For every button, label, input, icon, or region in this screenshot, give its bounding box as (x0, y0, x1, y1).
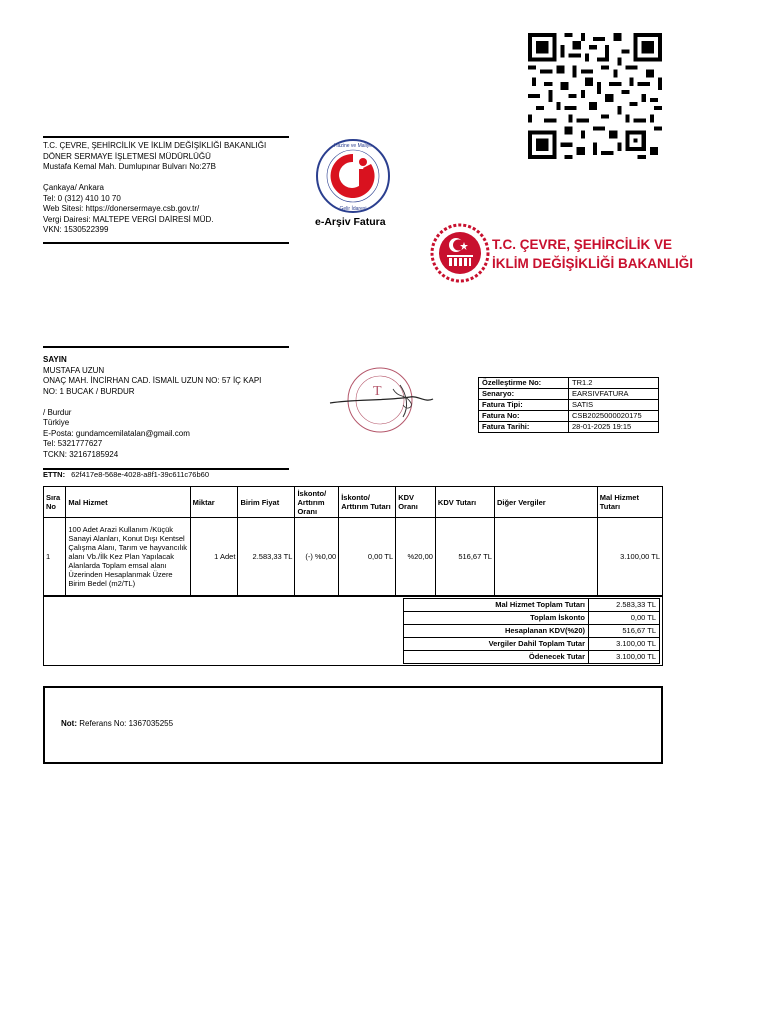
issuer-line: Web Sitesi: https://donersermaye.csb.gov.tr/ (43, 204, 200, 213)
item-diger-vergiler (494, 518, 597, 596)
meta-key: Fatura No: (479, 411, 569, 422)
ministry-logo (430, 213, 693, 293)
official-stamp (325, 355, 435, 445)
totals-key: Ödenecek Tutar (404, 651, 589, 664)
buyer-line: ONAÇ MAH. İNCİRHAN CAD. İSMAİL UZUN NO: 57 İÇ KAPI (43, 376, 262, 385)
item-sira: 1 (44, 518, 66, 596)
meta-row (479, 422, 659, 433)
issuer-line: Tel: 0 (312) 410 10 70 (43, 193, 121, 203)
meta-value: 28-01-2025 19:15 (569, 422, 659, 433)
totals-row (404, 638, 660, 651)
buyer-line: TCKN: 32167185924 (43, 449, 119, 459)
totals-key: Mal Hizmet Toplam Tutarı (404, 599, 589, 612)
ettn-label: ETTN: (43, 470, 66, 479)
meta-row (479, 389, 659, 400)
meta-value: TR1.2 (569, 378, 659, 389)
qr-code (528, 33, 662, 159)
ettn-row (43, 470, 209, 479)
col-birim-fiyat: Birim Fiyat (238, 487, 295, 518)
issuer-line: VKN: 1530522399 (43, 225, 109, 234)
totals-key: Toplam İskonto (404, 612, 589, 625)
invoice-meta-table (478, 377, 659, 433)
issuer-block (43, 136, 289, 244)
ministry-name-line: T.C. ÇEVRE, ŞEHİRCİLİK VE (492, 237, 673, 252)
buyer-title: SAYIN (43, 355, 67, 364)
totals-value: 2.583,33 TL (589, 599, 660, 612)
meta-row (479, 411, 659, 422)
item-description: 100 Adet Arazi Kullanım /Küçük Sanayi Alanları, Konut Dışı Kentsel Çalışma Alanı, Tarım ve hayvancılık alanı Vb./İlk Kez Plan Yapılacak Alanlarda Toplam emsal alanı Üzerinden Hesaplanmak Üzere Birim Bedel (m2/TL) (66, 518, 190, 596)
note-text (61, 719, 173, 728)
col-mal-hizmet-tutari: Mal Hizmet Tutarı (597, 487, 662, 518)
note-label: Not: (61, 719, 77, 728)
note-value: Referans No: 1367035255 (79, 719, 174, 728)
issuer-line: Çankaya/ Ankara (43, 183, 104, 192)
svg-text:Gelir İdaresi: Gelir İdaresi (339, 206, 367, 212)
totals-key: Hesaplanan KDV(%20) (404, 625, 589, 638)
item-kdv-tutari: 516,67 TL (435, 518, 494, 596)
items-header-row (44, 487, 663, 518)
meta-key: Fatura Tarihi: (479, 422, 569, 433)
issuer-line: Mustafa Kemal Mah. Dumlupınar Bulvarı No:27B (43, 162, 216, 171)
totals-row (404, 651, 660, 664)
ettn-value: 62f417e8-568e-4028-a8f1-39c611c76b60 (71, 470, 209, 479)
totals-value: 516,67 TL (589, 625, 660, 638)
totals-row (404, 599, 660, 612)
col-kdv-tutari: KDV Tutarı (435, 487, 494, 518)
items-table (43, 486, 663, 596)
item-row (44, 518, 663, 596)
meta-key: Senaryo: (479, 389, 569, 400)
totals-row (404, 625, 660, 638)
ministry-name (492, 235, 693, 273)
col-mal-hizmet: Mal Hizmet (66, 487, 190, 518)
col-miktar: Miktar (190, 487, 238, 518)
gib-logo (315, 138, 391, 214)
totals-value: 0,00 TL (589, 612, 660, 625)
buyer-line: Tel: 5321777627 (43, 439, 103, 448)
ministry-emblem-icon (430, 213, 492, 293)
buyer-line: NO: 1 BUCAK / BURDUR (43, 386, 135, 396)
totals-value: 3.100,00 TL (589, 638, 660, 651)
svg-text:T: T (373, 384, 382, 399)
meta-key: Fatura Tipi: (479, 400, 569, 411)
item-kdv-orani: %20,00 (396, 518, 436, 596)
buyer-block (43, 346, 289, 470)
item-iskonto-tutari: 0,00 TL (339, 518, 396, 596)
item-mal-hizmet-tutari: 3.100,00 TL (597, 518, 662, 596)
note-box (43, 686, 663, 764)
meta-value: SATIS (569, 400, 659, 411)
svg-text:Hazine ve Maliye: Hazine ve Maliye (333, 143, 373, 149)
totals-key: Vergiler Dahil Toplam Tutar (404, 638, 589, 651)
meta-value: EARSIVFATURA (569, 389, 659, 400)
item-miktar: 1 Adet (190, 518, 238, 596)
col-kdv-orani: KDV Oranı (396, 487, 436, 518)
col-diger-vergiler: Diğer Vergiler (494, 487, 597, 518)
issuer-line: DÖNER SERMAYE İŞLETMESİ MÜDÜRLÜĞÜ (43, 151, 211, 161)
totals-row (404, 612, 660, 625)
col-sira: Sıra No (44, 487, 66, 518)
document-type-label: e-Arşiv Fatura (315, 216, 386, 228)
buyer-line: / Burdur (43, 407, 72, 417)
buyer-line: E-Posta: gundamcemilatalan@gmail.com (43, 428, 190, 438)
col-iskonto-tutari: İskonto/ Arttırım Tutarı (339, 487, 396, 518)
item-iskonto-orani: (-) %0,00 (295, 518, 339, 596)
meta-row (479, 400, 659, 411)
col-iskonto-orani: İskonto/ Arttırım Oranı (295, 487, 339, 518)
totals-value: 3.100,00 TL (589, 651, 660, 664)
issuer-line (43, 173, 289, 184)
meta-row (479, 378, 659, 389)
buyer-line: MUSTAFA UZUN (43, 365, 105, 375)
issuer-line: T.C. ÇEVRE, ŞEHİRCİLİK VE İKLİM DEĞİŞİKLİĞİ BAKANLIĞI (43, 141, 267, 150)
item-birim-fiyat: 2.583,33 TL (238, 518, 295, 596)
issuer-line: Vergi Dairesi: MALTEPE VERGİ DAİRESİ MÜD. (43, 214, 214, 224)
totals-section (43, 596, 663, 666)
ministry-name-line: İKLİM DEĞİŞİKLİĞİ BAKANLIĞI (492, 256, 693, 271)
meta-value: CSB2025000020175 (569, 411, 659, 422)
buyer-line (43, 397, 289, 408)
meta-key: Özelleştirme No: (479, 378, 569, 389)
totals-table (403, 598, 660, 664)
buyer-line: Türkiye (43, 418, 70, 427)
